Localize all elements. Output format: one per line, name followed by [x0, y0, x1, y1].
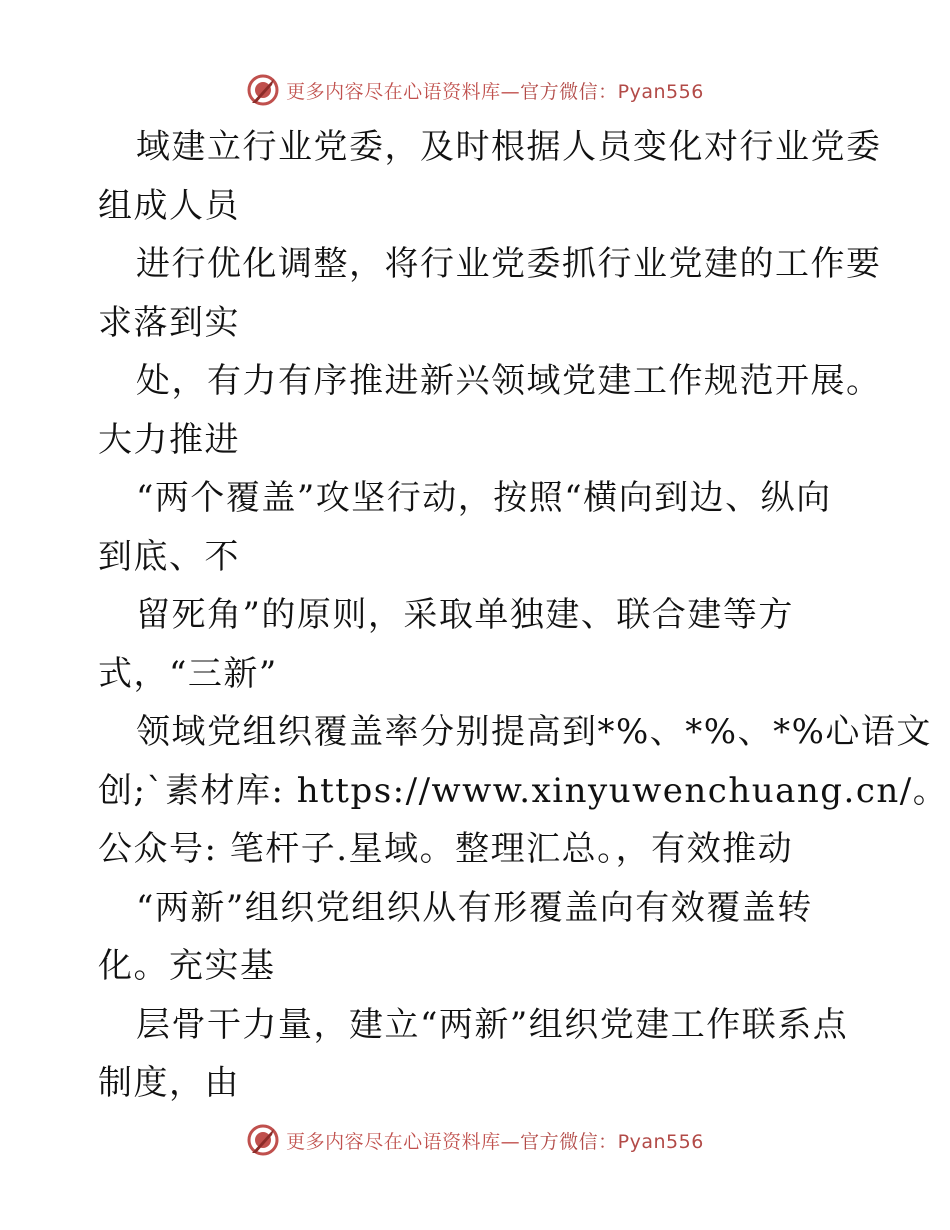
banner-main-text: 更多内容尽在心语资料库 [286, 1130, 501, 1153]
quill-pen-circle-icon [246, 73, 280, 107]
footer-banner [0, 1120, 950, 1160]
text-line: 进行优化调整，将行业党委抓行业党建的工作要 [136, 244, 882, 284]
header-banner [0, 70, 950, 110]
text-line: 公众号: 笔杆子.星域。整理汇总。，有效推动 [98, 829, 794, 869]
banner-text [286, 1127, 704, 1154]
text-line: “两新”组织党组织从有形覆盖向有效覆盖转 [136, 887, 813, 928]
quill-pen-circle-icon [246, 1123, 280, 1157]
text-line: 领域党组织覆盖率分别提高到*%、*%、*%心语文 [136, 712, 932, 752]
text-line: 大力推进 [98, 419, 240, 460]
banner-dash: — [500, 80, 521, 103]
text-line: 域建立行业党委，及时根据人员变化对行业党委 [136, 127, 882, 167]
text-line: 到底、不 [98, 536, 240, 577]
text-line: 处，有力有序推进新兴领域党建工作规范开展。 [136, 361, 882, 401]
text-line: 化。充实基 [98, 946, 276, 986]
text-line: 留死角”的原则，采取单独建、联合建等方 [136, 595, 794, 635]
text-line: 创;`素材库: https://www.xinyuwenchuang.cn/。 [98, 770, 949, 811]
text-line: “两个覆盖”攻坚行动，按照“横向到边、纵向 [136, 478, 832, 518]
banner-dash: — [500, 1130, 521, 1153]
document-body [98, 118, 949, 1113]
text-line: 组成人员 [98, 185, 240, 226]
text-line: 层骨干力量，建立“两新”组织党建工作联系点 [136, 1004, 849, 1045]
text-line: 求落到实 [98, 302, 240, 343]
banner-main-text: 更多内容尽在心语资料库 [286, 80, 501, 103]
banner-text [286, 77, 704, 104]
banner-wechat-text: 官方微信：Pyan556 [520, 80, 704, 103]
text-line: 式，“三新” [98, 653, 278, 694]
banner-wechat-text: 官方微信：Pyan556 [520, 1130, 704, 1153]
text-line: 制度，由 [98, 1063, 240, 1103]
